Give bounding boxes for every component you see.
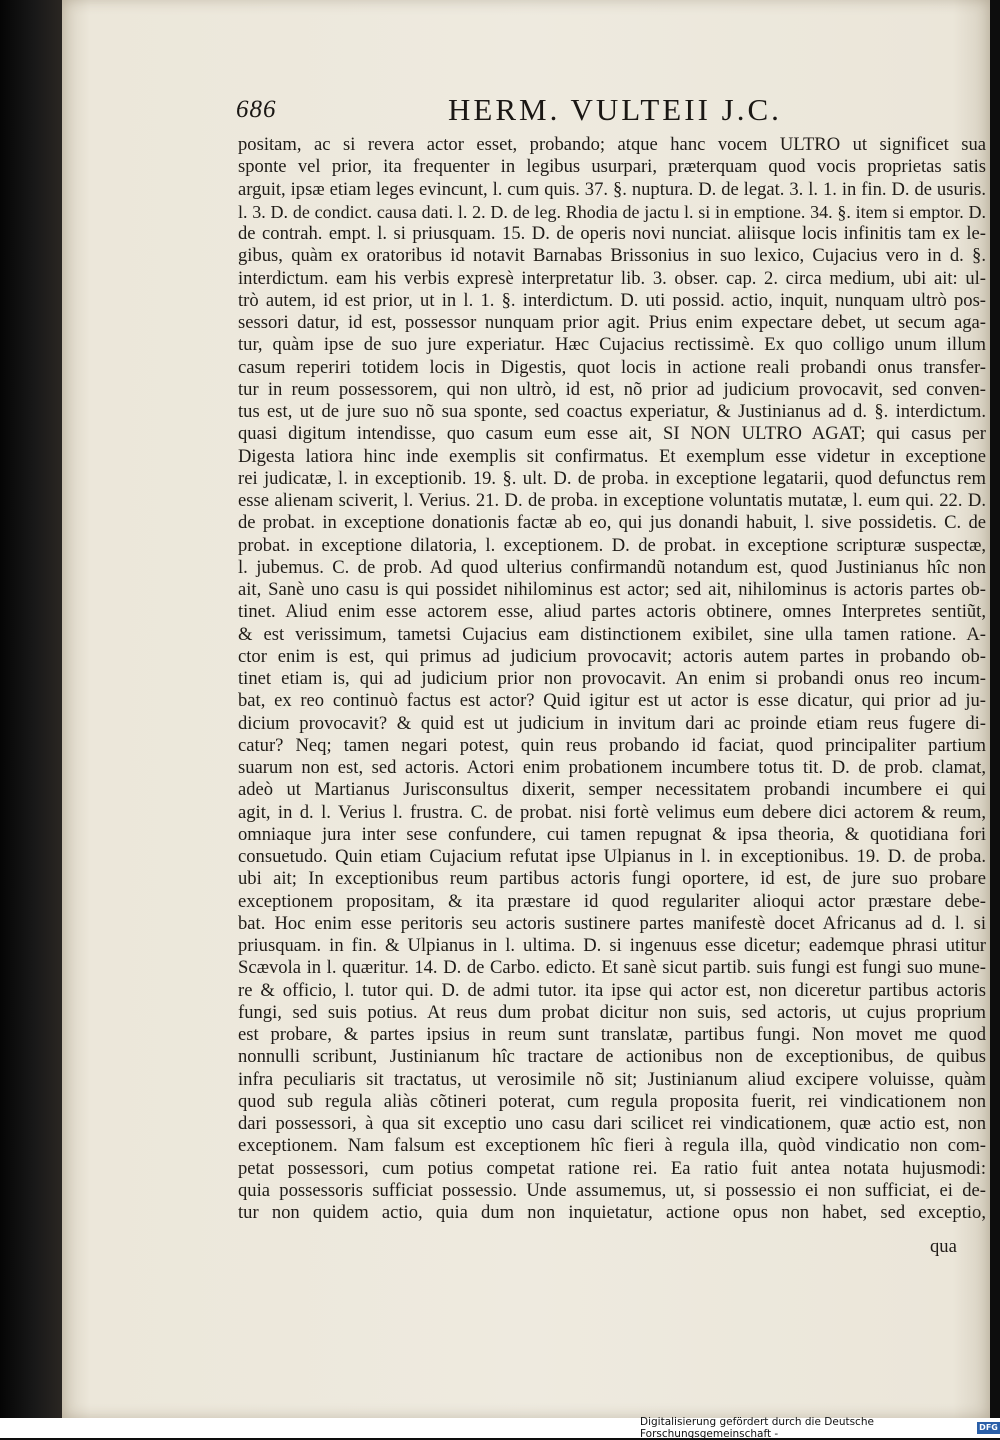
text-line: petat possessori, cum potius competat ratione rei. Ea ratio fuit antea notata hujusmodi: [238,1157,986,1179]
text-line: l. 3. D. de condict. causa dati. l. 2. D. de leg. Rhodia de jactu l. si in emptione. 34. §. item si emptor. D. [238,201,986,222]
text-line: ctor enim is est, qui primus ad judicium provocavit; actoris autem partes in probando ob- [238,645,986,667]
text-line: consuetudo. Quin etiam Cujacium refutat ipse Ulpianus in l. in exceptionibus. 19. D. de proba. [238,846,986,867]
text-line: & est verissimum, tametsi Cujacius eam distinctionem exibilet, sine ulla tamen ratione. A- [238,623,986,645]
text-line: arguit, ipsæ etiam leges evincunt, l. cum quis. 37. §. nuptura. D. de legat. 3. l. 1. in fin. D. de usuris. [238,178,986,200]
page-number: 686 [236,96,277,123]
text-line: interdictum. eam his verbis expresè interpretatur lib. 3. obser. cap. 2. circa medium, ubi ait: ul- [238,267,986,289]
text-line: re & officio, l. tutor qui. D. de admi tutor. ita ipse qui actor est, non diceretur partibus actoris [238,979,986,1001]
text-line: dari possessori, à qua sit exceptio uno casu dari scilicet rei vindicationem, quæ actio est, non [238,1113,986,1134]
text-line: dicium provocavit? & quid est ut judicium in invitum dari ac proinde etiam reus fugere di- [238,712,986,734]
text-line: gibus, quàm ex oratoribus id notavit Barnabas Brissonius in suo lexico, Cujacius vero in d. §. [238,245,986,267]
text-line: rei judicatæ, l. in exceptionib. 19. §. ult. D. de proba. in exceptione legatarii, quod defunctus rem [238,467,986,489]
page-header [236,88,996,128]
text-line: priusquam. in fin. & Ulpianus in l. ultima. D. si ingenuus esse dicetur; eademque phrasi utitur [238,935,986,956]
text-line: nonnulli scribunt, Justinianum hîc tractare de actionibus non de exceptionibus, de quibus [238,1046,986,1068]
text-line: exceptionem. Nam falsum est exceptionem hîc fieri à regula illa, quòd vindicatio non com- [238,1135,986,1157]
text-line: agit, in d. l. Verius l. frustra. C. de probat. nisi fortè velimus eum debere dici actorem & reum, [238,801,986,823]
text-line: quod sub regula aliàs cõtineri poterat, cum regula proposita fuerit, rei vindicationem non [238,1090,986,1112]
text-line: sessori datur, id est, possessor nunquam prior agit. Prius enim expectare debet, ut secum aga- [238,312,986,333]
text-line: de contrah. empt. l. si priusquam. 15. D. de operis novi nunciat. aliisque locis infinitis tam ex le- [238,223,986,244]
body-text [238,134,986,1224]
text-line: adeò ut Martianus Jurisconsultus dixerit, semper necessitatem probandi incumbere ei qui [238,779,986,801]
text-line: bat. Hoc enim esse peritoris seu actoris sustinere partes manifestè docet Africanus ad d. l. si [238,912,986,934]
scan-left-edge [0,0,62,1418]
text-line: trò autem, id est prior, ut in l. 1. §. interdictum. D. uti possid. actio, inquit, nunquam ultrò pos- [238,289,986,311]
text-line: sponte vel prior, ita frequenter in legibus usurpari, præterquam quod vocis proprietas satis [238,156,986,178]
text-line: tinet. Aliud enim esse actorem esse, aliud partes actoris obtinere, omnes Interpretes sentiũt, [238,601,986,623]
funding-footer [640,1416,1000,1440]
running-head: HERM. VULTEII J.C. [448,92,782,127]
text-line: de probat. in exceptione donationis factæ ab eo, qui jus donandi habuit, l. sive possidetis. C. de [238,512,986,534]
dfg-logo: DFG [977,1422,1000,1434]
text-line: exceptionem propositam, & ita præstare id quod regulariter alioqui actor præstare debe- [238,890,986,912]
text-line: fungi, sed suis potius. At reus dum probat dicitur non suis, sed actoris, ut cujus proprium [238,1001,986,1023]
text-line: casum reperiri totidem locis in Digestis, quot locis in actione reali probandi onus transfer- [238,356,986,378]
text-line: quia possessoris sufficiat possessio. Unde assumemus, ut, si possessio ei non sufficiat, ei de- [238,1179,986,1201]
text-line: tinet etiam is, qui ad judicium prior non provocavit. An enim si probandi onus reo incum- [238,668,986,689]
text-line: ubi ait; In exceptionibus reum partibus actoris fungi oportere, id est, de jure suo probare [238,868,986,890]
text-line: quasi digitum intendisse, quo casum eum esse ait, SI NON ULTRO AGAT; qui casus per [238,423,986,445]
text-line: tus est, ut de jure suo nõ sua sponte, sed coactus experiatur, & Justinianus ad d. §. interdictum. [238,401,986,422]
text-line: Digesta latiora hinc inde exemplis sit confirmatus. Et exemplum esse videtur in exceptione [238,445,986,467]
text-line: probat. in exceptione dilatoria, l. exceptionem. D. de probat. in exceptione scripturæ suspectæ, [238,534,986,556]
footer-text: Digitalisierung gefördert durch die Deutsche Forschungsgemeinschaft - [640,1416,874,1440]
text-line: tur non quidem actio, quia dum non inquietatur, actione opus non habet, sed exceptio, [238,1202,986,1223]
catchword: qua [930,1236,957,1257]
text-line: l. jubemus. C. de prob. Ad quod ulterius confirmandũ notandum est, quod Justinianus hîc non [238,556,986,578]
text-line: positam, ac si revera actor esset, probando; atque hanc vocem ULTRO ut significet sua [238,134,986,155]
text-line: esse alienam sciverit, l. Verius. 21. D. de proba. in exceptione voluntatis mutatæ, l. eum qui. 22. D. [238,490,986,511]
text-line: est probare, & partes ipsius in reum sunt translatæ, partibus fungi. Non movet me quod [238,1024,986,1045]
text-line: suarum non est, sed actoris. Actori enim probationem incumbere totus tit. D. de prob. clamat, [238,757,986,778]
text-line: ait, Sanè uno casu is qui possidet nihilominus est actor; sed ait, nihilominus is actoris partes ob- [238,579,986,600]
text-line: infra peculiaris sit tractatus, ut verosimile nõ sit; Justinianum aliud excipere voluisse, quàm [238,1068,986,1090]
text-line: tur, quàm ipse de suo jure experiatur. Hæc Cujacius rectissimè. Ex quo colligo unum illum [238,334,986,356]
text-line: catur? Neq; tamen negari potest, quin reus probando id faciat, quod principaliter partium [238,734,986,756]
text-line: bat, ex reo continuò factus est actor? Quid igitur est ut actor is esse dicatur, qui prior ad ju- [238,690,986,712]
text-line: omniaque jura inter sese confundere, cui tamen repugnat & ipsa theoria, & quotidiana fori [238,823,986,845]
text-line: Scævola in l. quæritur. 14. D. de Carbo. edicto. Et sanè sicut partib. suis fungi est fungi suo mune- [238,957,986,979]
text-line: tur in reum possessorem, qui non ultrò, id est, nõ prior ad judicium provocavit, sed conven- [238,378,986,400]
